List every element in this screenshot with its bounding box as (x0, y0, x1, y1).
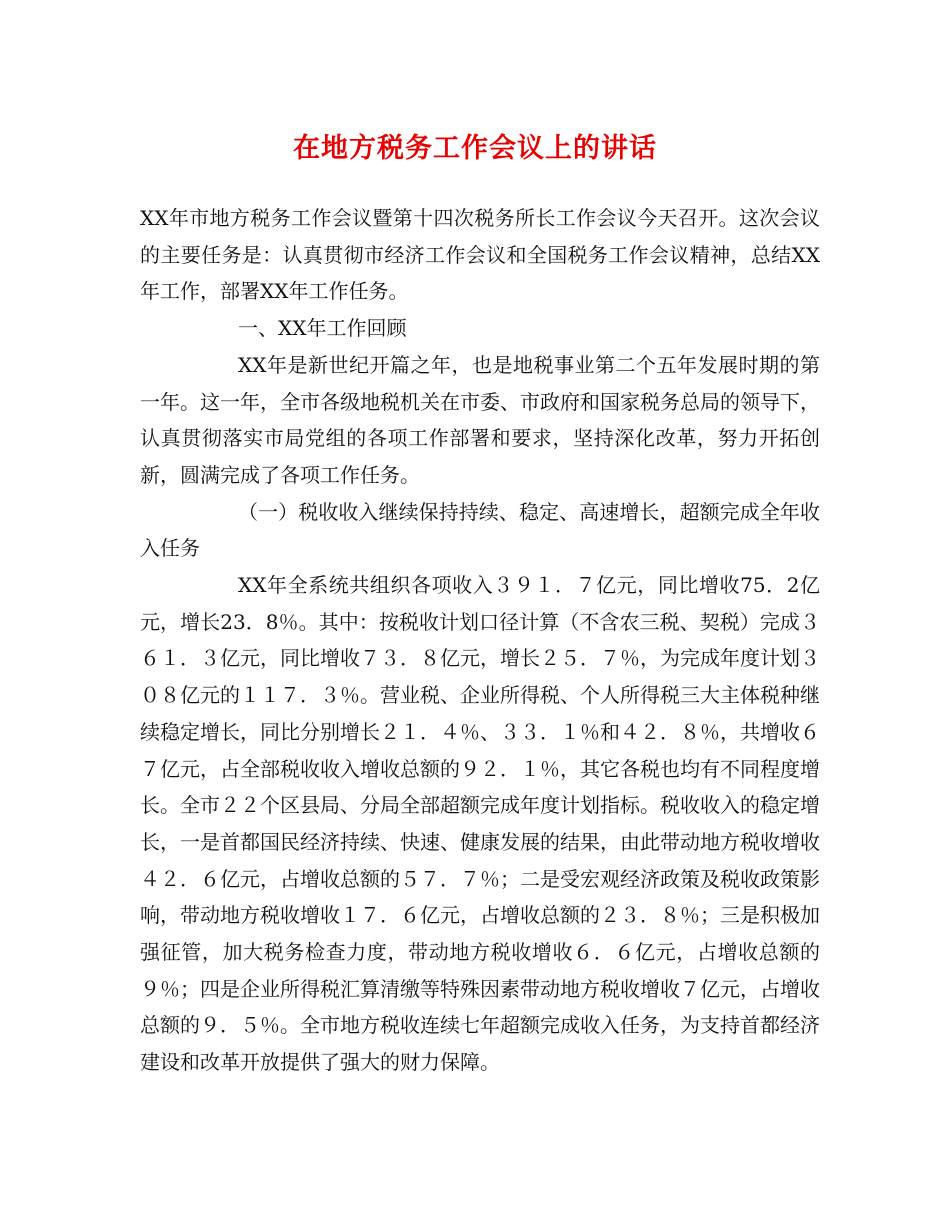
section-heading: 一、XX年工作回顾 (238, 316, 407, 341)
document-title: 在地方税务工作会议上的讲话 (293, 133, 657, 164)
intro-paragraph: XX年市地方税务工作会议暨第十四次税务所长工作会议今天召开。这次会议的主要任务是：认真贯彻市经济工作会议和全国税务工作会议精神，总结XX年工作，部署XX年工作任务。 (140, 206, 820, 304)
revenue-paragraph: XX年全系统共组织各项收入３９１．７亿元，同比增收75．2亿元，增长23．8％。其中：按税收计划口径计算（不含农三税、契税）完成３６１．３亿元，同比增收７３．８亿元，增长２５．７％，为完成年度计划３０８亿元的１１７．３％。营业税、企业所得税、个人所得税三大主体税种继续稳定增长，同比分别增长２１．４％、３３．１％和４２．８％，共增收６７亿元，占全部税收收入增收总额的９２．１％，其它各税也均有不同程度增长。全市２２个区县局、分局全部超额完成年度计划指标。税收收入的稳定增长，一是首都国民经济持续、快速、健康发展的结果，由此带动地方税收增收４２．６亿元，占增收总额的５７．７％；二是受宏观经济政策及税收政策影响，带动地方税收增收１７．６亿元，占增收总额的２３．８％；三是积极加强征管，加大税务检查力度，带动地方税收增收６．６亿元，占增收总额的９％；四是企业所得税汇算清缴等特殊因素带动地方税收增收７亿元，占增收总额的９．５％。全市地方税收连续七年超额完成收入任务，为支持首都经济建设和改革开放提供了强大的财力保障。 (140, 573, 820, 1075)
document-body (140, 200, 820, 1081)
review-paragraph: XX年是新世纪开篇之年，也是地税事业第二个五年发展时期的第一年。这一年，全市各级地税机关在市委、市政府和国家税务总局的领导下，认真贯彻落实市局党组的各项工作部署和要求，坚持深化改革，努力开拓创新，圆满完成了各项工作任务。 (140, 352, 820, 487)
subsection-heading: （一）税收收入继续保持持续、稳定、高速增长，超额完成全年收入任务 (140, 499, 820, 561)
